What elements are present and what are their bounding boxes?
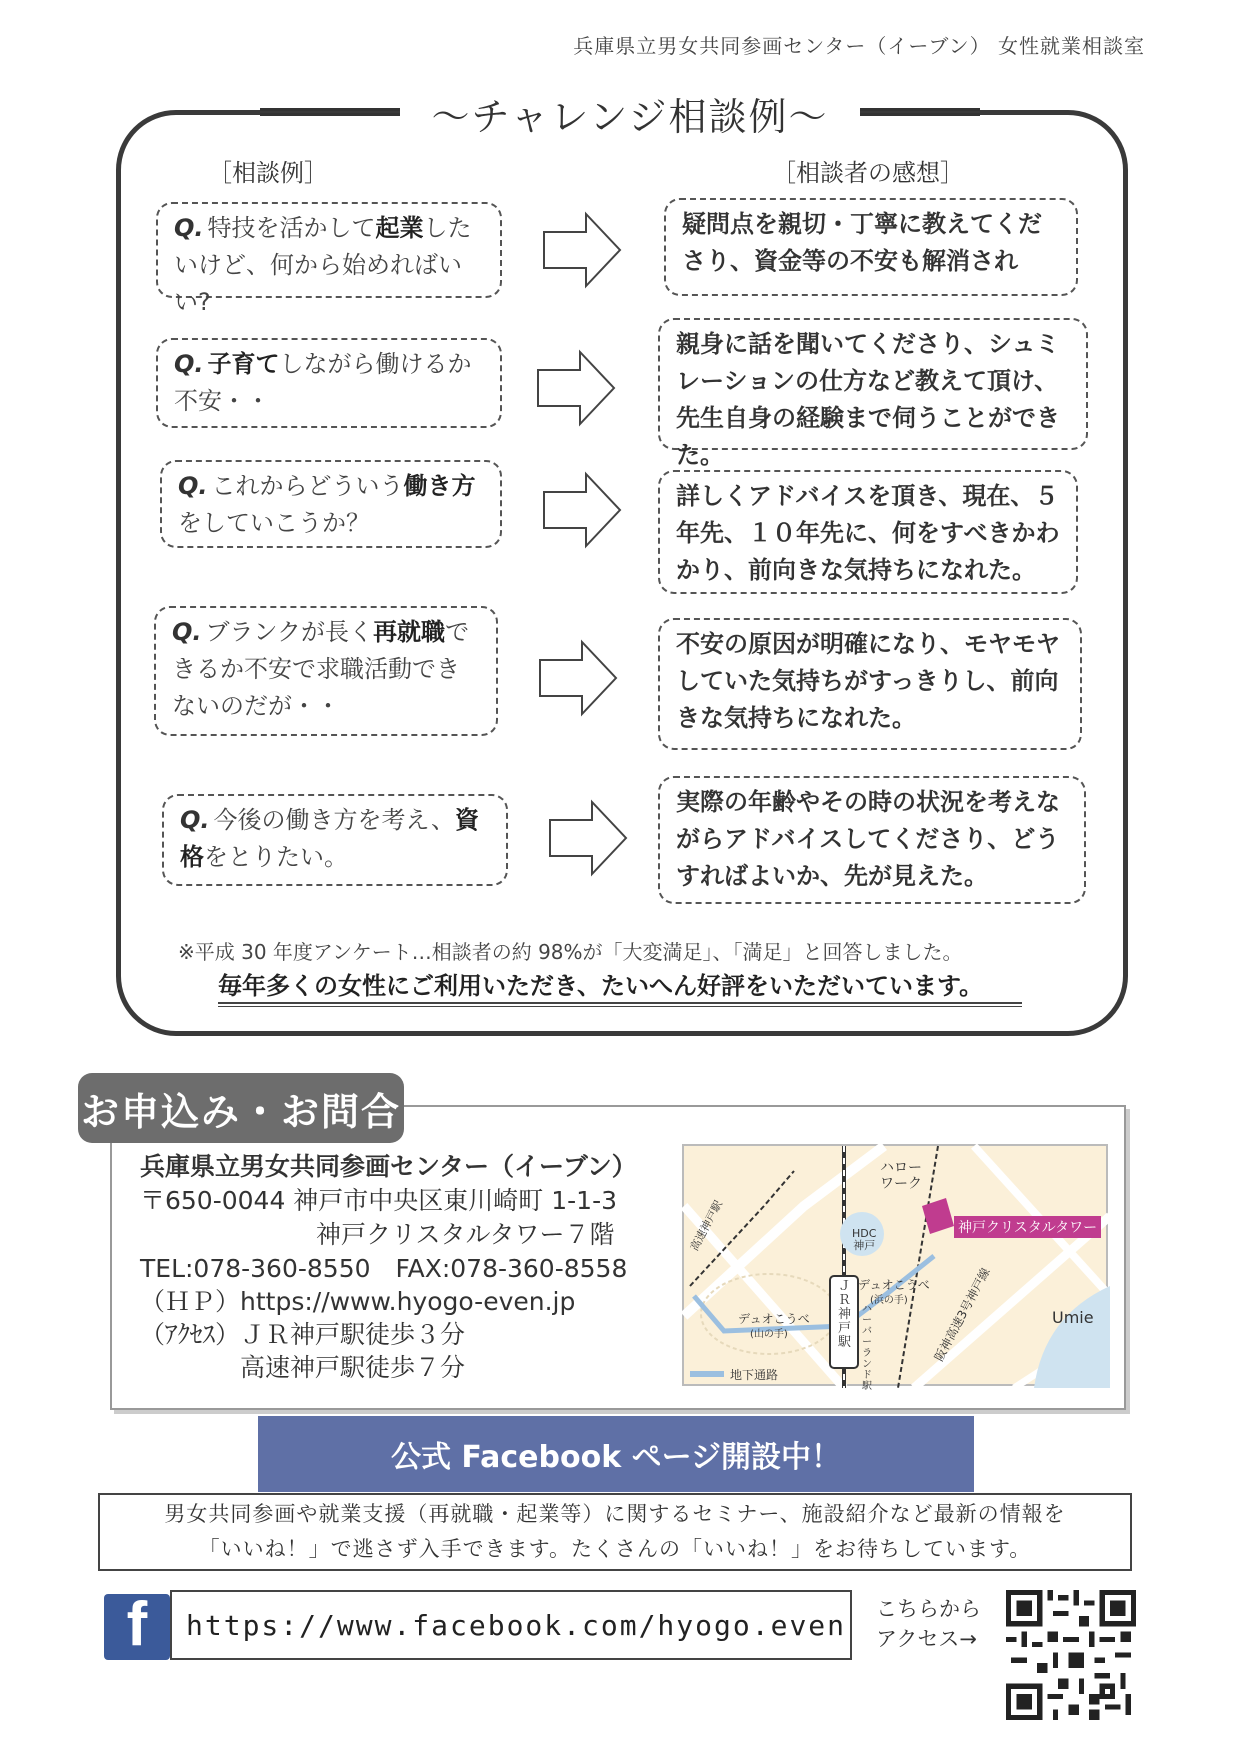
- address-line-1: 〒650-0044 神戸市中央区東川崎町 1-1-3: [140, 1186, 618, 1215]
- qr-code-icon[interactable]: [1006, 1590, 1136, 1720]
- right-arrow-icon: [534, 348, 618, 428]
- q-mark: Q.: [180, 806, 210, 834]
- map-label-hdc: HDC 神戸: [852, 1227, 877, 1252]
- facebook-description: [98, 1493, 1132, 1571]
- challenge-title: ～チャレンジ相談例～: [400, 86, 860, 141]
- map-label-harborland: ハーバーランド駅: [862, 1304, 872, 1392]
- question-text: 特技を活かして: [207, 214, 376, 242]
- facebook-url-link[interactable]: https://www.facebook.com/hyogo.even: [170, 1590, 852, 1660]
- question-keyword: 働き方: [403, 472, 476, 500]
- map-label-duo-yama: デュオこうべ: [738, 1312, 810, 1326]
- q-mark: Q.: [174, 214, 204, 242]
- summary-underline: [218, 1002, 1022, 1007]
- question-keyword: 再就職: [373, 618, 446, 646]
- answer-box: 疑問点を親切・丁寧に教えてくださり、資金等の不安も解消され: [664, 198, 1078, 296]
- map-label-hellowork: ハロー ワーク: [880, 1160, 922, 1192]
- facebook-logo-letter: f: [126, 1590, 148, 1659]
- column-head-answer: ［相談者の感想］: [772, 159, 964, 187]
- access-line-1: （ｱｸｾｽ）ＪＲ神戸駅徒歩３分: [140, 1320, 466, 1349]
- question-box: [156, 338, 502, 428]
- map-legend-underground: 地下通路: [730, 1368, 779, 1382]
- facebook-icon[interactable]: [104, 1590, 170, 1660]
- question-text: 今後の働き方を考え、: [213, 806, 455, 834]
- question-keyword: 資格: [180, 806, 479, 871]
- column-head-question: ［相談例］: [208, 159, 328, 187]
- right-arrow-icon: [540, 210, 624, 290]
- right-arrow-icon: [540, 470, 624, 550]
- question-text: をしていこうか？: [178, 509, 370, 537]
- access-label-line-2: アクセス→: [876, 1627, 977, 1651]
- facebook-banner: 公式 Facebook ページ開設中！: [258, 1416, 974, 1492]
- survey-note: ※平成 30 年度アンケート…相談者の約 98%が「大変満足」、「満足」と回答しました。: [178, 940, 963, 964]
- answer-box: 詳しくアドバイスを頂き、現在、５年先、１０年先に、何をすべきかわかり、前向きな気持ちになれた。: [658, 470, 1078, 594]
- question-text: ブランクが長く: [205, 618, 374, 646]
- facebook-desc-line-2: 「いいね！」で逃さず入手できます。たくさんの「いいね！」をお待ちしています。: [198, 1537, 1032, 1561]
- answer-box: 不安の原因が明確になり、モヤモヤしていた気持ちがすっきりし、前向きな気持ちになれた。: [658, 618, 1082, 750]
- access-map: [682, 1144, 1108, 1392]
- summary-text: 毎年多くの女性にご利用いただき、たいへん好評をいただいています。: [218, 972, 984, 1000]
- tel-fax: TEL:078-360-8550 FAX:078-360-8558: [140, 1254, 628, 1283]
- title-rule-right: [860, 108, 980, 116]
- title-rule-left: [260, 108, 400, 116]
- inquiry-badge: お申込み・お問合: [78, 1073, 404, 1143]
- map-label-crystal-tower: 神戸クリスタルタワー: [954, 1216, 1101, 1238]
- question-text: これからどういう: [211, 472, 404, 500]
- map-label-kousoku: 高速神戸駅: [687, 1198, 726, 1254]
- access-line-2: 高速神戸駅徒歩７分: [240, 1353, 466, 1382]
- question-box: [162, 794, 508, 886]
- homepage-link[interactable]: （ＨＰ）https://www.hyogo-even.jp: [140, 1287, 576, 1316]
- answer-box: 実際の年齢やその時の状況を考えながらアドバイスしてくださり、どうすればよいか、先が見えた。: [658, 776, 1086, 904]
- question-text: できるか不安で求職活動できないのだが・・: [172, 618, 470, 720]
- center-name: 兵庫県立男女共同参画センター（イーブン）: [140, 1152, 637, 1181]
- question-box: [160, 460, 502, 548]
- question-keyword: 起業: [375, 214, 424, 242]
- question-box: [156, 202, 502, 316]
- question-keyword: 子育て: [207, 350, 280, 378]
- right-arrow-icon: [536, 638, 620, 718]
- facebook-desc-line-1: 男女共同参画や就業支援（再就職・起業等）に関するセミナー、施設紹介など最新の情報を: [164, 1502, 1066, 1526]
- right-arrow-icon: [546, 798, 630, 878]
- question-box: [154, 606, 498, 736]
- map-label-hanshin: 阪神高速3号神戸線: [931, 1265, 993, 1364]
- map-label-duo-hama: デュオこうべ: [858, 1278, 930, 1292]
- address-line-2: 神戸クリスタルタワー７階: [316, 1220, 615, 1249]
- map-label-duo-hama-sub: (浜の手): [870, 1295, 908, 1306]
- q-mark: Q.: [172, 618, 202, 646]
- access-label-line-1: こちらから: [876, 1597, 981, 1621]
- question-text: したいけど、何から始めればいい?: [174, 214, 472, 316]
- map-label-duo-yama-sub: (山の手): [750, 1329, 788, 1340]
- question-text: をとりたい。: [204, 843, 348, 871]
- access-label: [876, 1594, 981, 1654]
- q-mark: Q.: [178, 472, 208, 500]
- question-text: しながら働けるか不安・・: [174, 350, 472, 415]
- header-title: 兵庫県立男女共同参画センター（イーブン） 女性就業相談室: [573, 34, 1145, 58]
- map-label-umie: Umie: [1052, 1308, 1094, 1327]
- answer-box: 親身に話を聞いてくださり、シュミレーションの仕方など教えて頂け、先生自身の経験まで伺うことができた。: [658, 318, 1088, 450]
- map-label-jr-kobe: ＪＲ神戸駅: [838, 1279, 852, 1350]
- q-mark: Q.: [174, 350, 204, 378]
